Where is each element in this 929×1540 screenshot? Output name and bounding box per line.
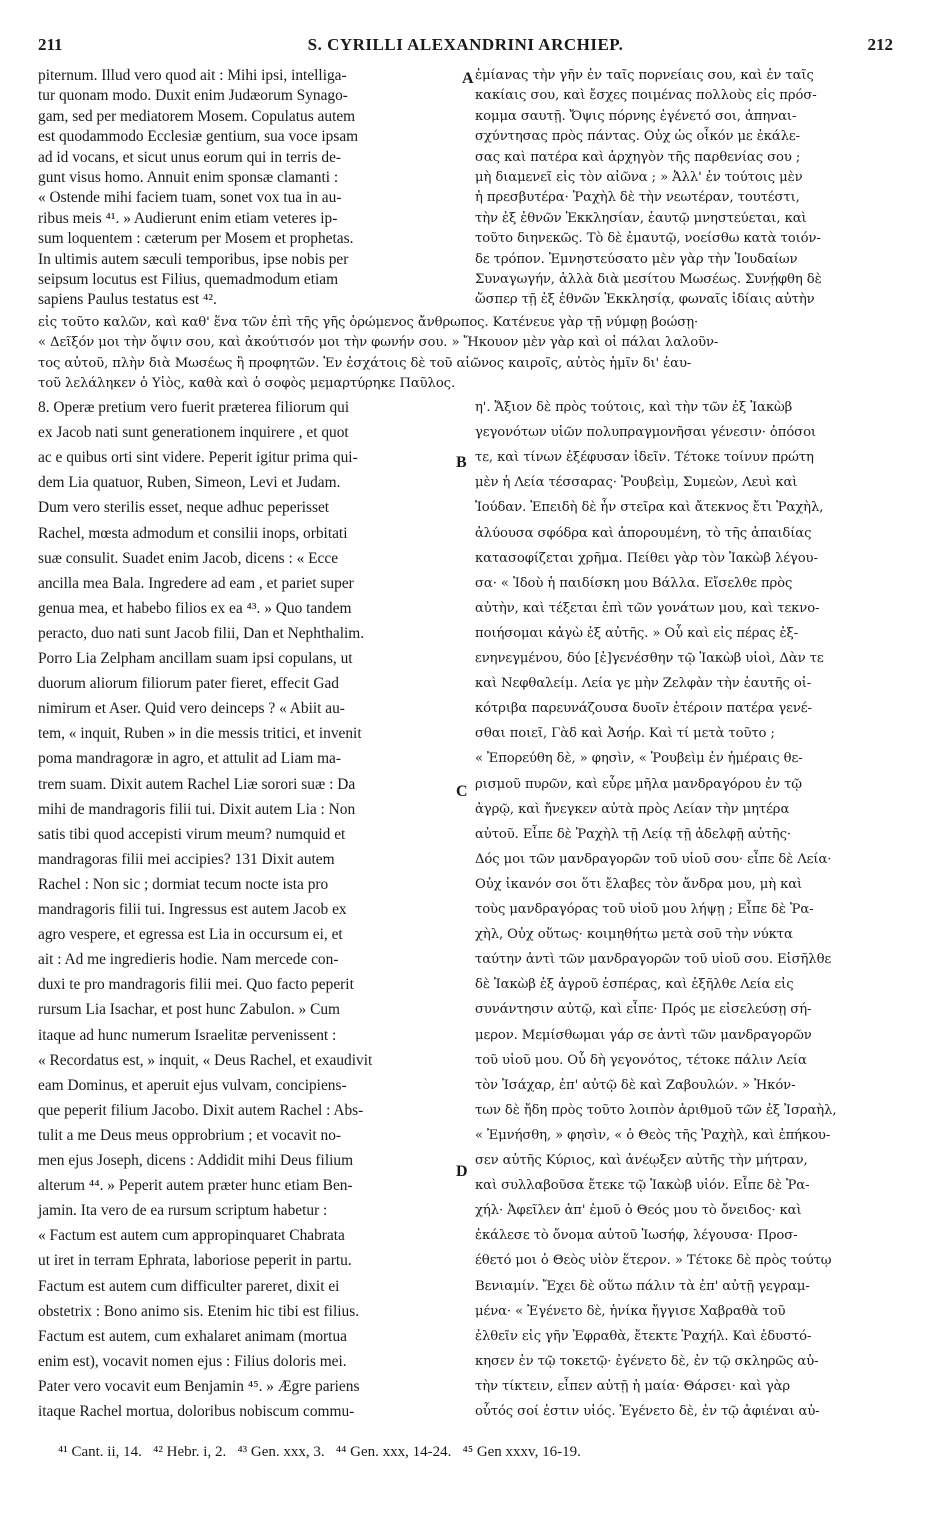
greek-text-line: δὲ Ἰακὼβ ἐξ ἀγροῦ ἑσπέρας, καὶ ἐξῆλθε Λεία εἰς	[475, 977, 794, 993]
page-number-right: 212	[867, 35, 893, 54]
greek-text-line: γεγονότων υἱῶν πολυπραγμονῆσαι γένεσιν· ὁπόσοι	[475, 425, 816, 441]
latin-text-line: mihi de mandragoris filii tui. Dixit autem Lia : Non	[38, 800, 356, 818]
greek-text-line: Βενιαμίν. Ἔχει δὲ οὕτω πάλιν τὰ ἐπ' αὐτῇ γεγραμ-	[475, 1278, 810, 1294]
latin-text-line: ut iret in terram Ephrata, laboriose peperit in partu.	[38, 1252, 352, 1270]
latin-text-line: poma mandragoræ in agro, et attulit ad Liam ma-	[38, 750, 342, 768]
greek-text-line: αὐτὴν, καὶ τέξεται ἐπὶ τῶν γονάτων μου, καὶ τεκνο-	[475, 600, 820, 616]
greek-text-line: τὴν τίκτειν, εἶπεν αὐτῇ ἡ μαία· Θάρσει· καὶ γὰρ	[475, 1378, 791, 1394]
latin-text-line: satis tibi quod accepisti virum meum? numquid et	[38, 825, 346, 843]
greek-text-line: ἡ πρεσβυτέρα· Ῥαχὴλ δὲ τὴν νεωτέραν, τουτέστι,	[475, 190, 800, 206]
latin-text-line: tem, « inquit, Ruben » in die messis tritici, et invenit	[38, 725, 362, 743]
latin-text-line: tur quonam modo. Duxit enim Judæorum Synago-	[38, 87, 348, 105]
greek-text-line: κομμα σαυτῇ. Ὄψις πόρνης ἐγένετό σοι, ἀπηναι-	[475, 108, 797, 124]
margin-letter-b: B	[456, 454, 467, 471]
greek-text-line: σχύντησας πρὸς πάντας. Οὐχ ὡς οἶκόν με ἐκάλε-	[475, 129, 801, 145]
latin-text-line: itaque ad hunc numerum Israelitæ pervenissent :	[38, 1026, 337, 1044]
greek-text-line: ποιήσομαι κἀγὼ ἐξ αὐτῆς. » Οὗ καὶ εἰς πέρας ἐξ-	[475, 625, 799, 641]
greek-text-line: των δὲ ἤδη πρὸς τοῦτο λοιπὸν ἀριθμοῦ τῶν ἐξ Ἰσραὴλ,	[475, 1102, 837, 1118]
latin-text-line: ribus meis ⁴¹. » Audierunt enim etiam veteres ip-	[38, 209, 338, 227]
margin-letter-d: D	[456, 1163, 468, 1180]
greek-text-line: αὐτοῦ. Εἶπε δὲ Ῥαχὴλ τῇ Λείᾳ τῇ ἀδελφῇ αὐτῆς·	[475, 826, 791, 842]
latin-text-line: Rachel, mœsta admodum et consilii inops, orbitati	[38, 524, 348, 542]
latin-text-line: mandragoris filii tui. Ingressus est autem Jacob ex	[38, 901, 347, 918]
latin-text-line: est quodammodo Ecclesiæ gentium, sua voce ipsam	[38, 128, 359, 146]
greek-text-line: τὴν ἐξ ἐθνῶν Ἐκκλησίαν, ἑαυτῷ μνηστεύεται, καὶ	[475, 210, 807, 226]
greek-text-line: τοῦ υἱοῦ μου. Οὗ δὴ γεγονότος, τέτοκε πάλιν Λεία	[475, 1052, 807, 1068]
greek-text-line: χὴλ, Οὐχ οὕτως· κοιμηθήτω μετὰ σοῦ τὴν νύκτα	[475, 927, 793, 943]
latin-text-line: peracto, duo nati sunt Jacob filii, Dan et Nephthalim.	[38, 624, 365, 642]
greek-text-line: κότριβα παρευνάζουσα δυοῖν ἑτέροιν πατέρα γενέ-	[475, 701, 812, 717]
greek-text-line: « Ἐμνήσθη, » φησὶν, « ὁ Θεὸς τῆς Ῥαχὴλ, καὶ ἐπήκου-	[475, 1127, 831, 1143]
greek-text-line: Οὐχ ἱκανόν σοι ὅτι ἔλαβες τὸν ἄνδρα μου, μὴ καὶ	[475, 876, 803, 892]
greek-text-line: ἀλύουσα σφόδρα καὶ ἀπορουμένη, τὸ τῆς ἀπαιδίας	[475, 525, 812, 541]
greek-text-line: μερον. Μεμίσθωμαι γάρ σε ἀντὶ τῶν μανδραγορῶν	[475, 1027, 812, 1043]
page-number-left: 211	[38, 35, 63, 54]
latin-text-line: mandragoras filii mei accipies? 131 Dixit autem	[38, 850, 335, 868]
page-header	[38, 35, 893, 61]
greek-text-line: μένα· « Ἐγένετο δὲ, ἡνίκα ἤγγισε Χαβραθὰ τοῦ	[475, 1303, 786, 1319]
latin-text-line: rursum Lia Isachar, et post hunc Zabulon. » Cum	[38, 1001, 340, 1019]
latin-text-line: Factum est autem, cum exhalaret animam (mortua	[38, 1327, 347, 1345]
greek-text-line: εἰς τοῦτο καλῶν, καὶ καθ' ἕνα τῶν ἐπὶ τῆς γῆς ὁρώμενος ἄνθρωπος. Κατένευε γὰρ τῇ νύμφῃ βοώσῃ·	[38, 315, 699, 330]
latin-text-line: « Factum est autem cum appropinquaret Chabrata	[38, 1227, 345, 1245]
latin-text-line: In ultimis autem sæculi temporibus, ipse nobis per	[38, 250, 349, 268]
latin-text-line: men ejus Joseph, dicens : Addidit mihi Deus filium	[38, 1152, 354, 1169]
greek-text-line: τος αὐτοῦ, πλὴν διὰ Μωσέως ἢ προφητῶν. Ἐν ἐσχάτοις δὲ τοῦ αἰῶνος καιροῖς, αὐτὸς ἡμῖν δι' ἑαυ-	[38, 355, 692, 371]
greek-text-line: καὶ συλλαβοῦσα ἔτεκε τῷ Ἰακὼβ υἱόν. Εἶπε δὲ Ῥα-	[475, 1178, 810, 1194]
greek-text-line: ενηνεγμένου, δύο [ἐ]γενέσθην τῷ Ἰακὼβ υἱοὶ, Δὰν τε	[475, 651, 824, 666]
latin-text-line: piternum. Illud vero quod ait : Mihi ipsi, intelliga-	[38, 67, 347, 84]
latin-text-line: duorum aliorum filiorum pater fieret, effecit Gad	[38, 675, 340, 693]
latin-text-line: « Recordatus est, » inquit, « Deus Rachel, et exaudivit	[38, 1051, 373, 1069]
margin-letter-c: C	[456, 783, 468, 800]
greek-text-line: ρισμοῦ πυρῶν, καὶ εὗρε μῆλα μανδραγόρου ἐν τῷ	[475, 776, 802, 792]
latin-text-line: que peperit filium Jacobo. Dixit autem Rachel : Abs-	[38, 1101, 364, 1119]
latin-text-line: gam, sed per mediatorem Mosem. Copulatus autem	[38, 107, 356, 125]
greek-text-line: σεν αὐτῆς Κύριος, καὶ ἀνέῳξεν αὐτῆς τὴν μήτραν,	[475, 1153, 808, 1168]
latin-text-line: 8. Operæ pretium vero fuerit præterea filiorum qui	[38, 399, 350, 416]
latin-text-line: ancilla mea Bala. Ingredere ad eam , et pariet super	[38, 574, 354, 592]
latin-text-line: seipsum locutus est Filius, quemadmodum etiam	[38, 271, 339, 288]
latin-text-line: alterum ⁴⁴. » Peperit autem præter hunc etiam Ben-	[38, 1177, 353, 1195]
margin-letter-a: A	[462, 70, 474, 87]
greek-text-line: ἐκάλεσε τὸ ὄνομα αὐτοῦ Ἰωσήφ, λέγουσα· Προσ-	[475, 1228, 798, 1244]
greek-text-line: δε τρόπον. Ἐμνηστεύσατο μὲν γὰρ τὴν Ἰουδαίων	[475, 251, 798, 267]
greek-text-line: οὗτός σοί ἐστιν υἱός. Ἐγένετο δὲ, ἐν τῷ ἀφιέναι αὐ-	[475, 1404, 820, 1419]
running-title: S. CYRILLI ALEXANDRINI ARCHIEP.	[307, 35, 624, 54]
latin-text-line: sum loquentem : cæterum per Mosem et prophetas.	[38, 230, 354, 248]
greek-text-line: σθαι ποιεῖ, Γὰδ καὶ Ἀσήρ. Καὶ τί μετὰ τοῦτο ;	[475, 726, 775, 742]
latin-text-line: ad id vocans, et sicut unus eorum qui in terris de-	[38, 148, 342, 166]
greek-text-line: Δός μοι τῶν μανδραγορῶν τοῦ υἱοῦ σου· εἶπε δὲ Λεία·	[475, 851, 832, 867]
latin-text-line: tulit a me Deus meus opprobrium ; et vocavit no-	[38, 1126, 342, 1144]
latin-text-line: dem Lia quatuor, Ruben, Simeon, Levi et Judam.	[38, 474, 341, 492]
latin-text-line: eam Dominus, et aperuit ejus vulvam, concipiens-	[38, 1076, 347, 1094]
latin-text-line: « Ostende mihi faciem tuam, sonet vox tua in au-	[38, 189, 342, 207]
latin-text-line: ac e quibus orti sint videre. Peperit igitur prima qui-	[38, 449, 358, 467]
latin-text-line: ait : Ad me ingredieris hodie. Nam mercede con-	[38, 951, 339, 969]
latin-text-line: duxi te pro mandragoris filii mei. Quo facto peperit	[38, 976, 354, 994]
latin-text-line: Pater vero vocavit eum Benjamin ⁴⁵. » Ægre pariens	[38, 1377, 360, 1395]
greek-text-line: η'. Ἄξιον δὲ πρὸς τούτοις, καὶ τὴν τῶν ἐξ Ἰακὼβ	[475, 400, 793, 415]
latin-text-line: nimirum et Aser. Quid vero deinceps ? « Abiit au-	[38, 700, 345, 718]
latin-text-line: enim est), vocavit nomen ejus : Filius doloris mei.	[38, 1352, 347, 1370]
footnotes: ⁴¹ Cant. ii, 14. ⁴² Hebr. i, 2. ⁴³ Gen. xxx, 3. ⁴⁴ Gen. xxx, 14-24. ⁴⁵ Gen xxxv, 16-19.	[58, 1444, 581, 1460]
latin-text-line: ex Jacob nati sunt generationem inquirere , et quot	[38, 424, 349, 442]
latin-text-line: obstetrix : Bono animo sis. Etenim hic tibi est filius.	[38, 1302, 360, 1320]
latin-text-line: itaque Rachel mortua, doloribus nobiscum commu-	[38, 1403, 355, 1420]
greek-text-line: σα· « Ἰδοὺ ἡ παιδίσκη μου Βάλλα. Εἴσελθε πρὸς	[475, 575, 793, 591]
greek-text-line: μὲν ἡ Λεία τέσσαρας· Ῥουβεὶμ, Συμεὼν, Λευὶ καὶ	[475, 475, 798, 491]
greek-text-line: τοῦτο διηνεκῶς. Τὸ δὲ ἐμαυτῷ, νοείσθω κατὰ τοιόν-	[475, 231, 821, 247]
latin-text-line: genua mea, et habebo filios ex ea ⁴³. » Quo tandem	[38, 599, 352, 617]
greek-text-line: Συναγωγήν, ἀλλὰ διὰ μεσίτου Μωσέως. Συνῄφθη δὲ	[475, 272, 822, 287]
greek-text-line: μὴ διαμενεῖ εἰς τὸν αἰῶνα ; » Ἀλλ' ἐν τούτοις μὲν	[475, 170, 803, 185]
greek-text-line: Ἰούδαν. Ἐπειδὴ δὲ ἦν στεῖρα καὶ ἄτεκνος ἔτι Ῥαχὴλ,	[475, 500, 824, 516]
latin-text-line: jamin. Ita vero de ea rursum scriptum habetur :	[38, 1202, 328, 1220]
latin-text-line: Rachel : Non sic ; dormiat tecum nocte ista pro	[38, 875, 329, 893]
latin-text-line: gunt visus homo. Annuit enim sponsæ clamanti :	[38, 169, 339, 186]
greek-text-line: καὶ Νεφθαλείμ. Λεία γε μὴν Ζελφὰν τὴν ἑαυτῆς οἰ-	[475, 676, 812, 692]
greek-text-line: έθετό μοι ὁ Θεὸς υἱὸν ἕτερον. » Τέτοκε δὲ πρὸς τούτῳ	[475, 1253, 832, 1269]
greek-text-line: τοὺς μανδραγόρας τοῦ υἱοῦ μου λήψῃ ; Εἶπε δὲ Ῥα-	[475, 902, 814, 917]
greek-text-line: τε, καὶ τίνων ἐξέφυσαν ἰδεῖν. Τέτοκε τοίνυν πρώτη	[475, 450, 814, 466]
greek-text-line: κακίαις σου, καὶ ἔσχες ποιμένας πολλοὺς εἰς πρόσ-	[475, 88, 817, 104]
greek-text-line: συνάντησιν αὐτῷ, καὶ εἶπε· Πρός με εἰσελεύσῃ σή-	[475, 1002, 812, 1018]
greek-text-line: « Δεῖξόν μοι τὴν ὄψιν σου, καὶ ἀκούτισόν μοι τὴν φωνήν σου. » Ἤκουον μὲν γὰρ καὶ οἱ πάλαι λαλοῦν-	[38, 335, 719, 351]
greek-text-line: τοῦ λελάληκεν ὁ Υἱὸς, καθὰ καὶ ὁ σοφὸς μεμαρτύρηκε Παῦλος.	[38, 376, 456, 392]
greek-text-line: ἐμίανας τὴν γῆν ἐν ταῖς πορνείαις σου, καὶ ἐν ταῖς	[475, 68, 814, 83]
greek-text-line: ταύτην ἀντὶ τῶν μανδραγορῶν τοῦ υἱοῦ σου. Εἰσῆλθε	[475, 952, 832, 968]
latin-text-line: sapiens Paulus testatus est ⁴².	[38, 291, 217, 309]
greek-text-line: ἐλθεῖν εἰς γῆν Ἐφραθὰ, ἔτεκτε Ῥαχήλ. Καὶ ἐδυστό-	[475, 1328, 812, 1344]
greek-text-line: κησεν ἐν τῷ τοκετῷ· ἐγένετο δὲ, ἐν τῷ σκληρῶς αὐ-	[475, 1353, 819, 1369]
greek-text-line: σας καὶ πατέρα καὶ ἀρχηγὸν τῆς παρθενίας σου ;	[475, 149, 801, 165]
greek-text-line: « Ἐπορεύθη δὲ, » φησὶν, « Ῥουβεὶμ ἐν ἡμέραις θε-	[475, 751, 803, 767]
latin-text-line: agro vespere, et egressa est Lia in occursum ei, et	[38, 926, 343, 944]
greek-text-line: τὸν Ἰσάχαρ, ἐπ' αὐτῷ δὲ καὶ Ζαβουλών. » Ἠκόν-	[475, 1077, 796, 1093]
greek-text-line: χήλ· Ἀφεῖλεν ἀπ' ἐμοῦ ὁ Θεός μου τὸ ὄνειδος· καὶ	[475, 1203, 802, 1219]
greek-text-line: ἀγρῷ, καὶ ἤνεγκεν αὐτὰ πρὸς Λείαν τὴν μητέρα	[475, 801, 790, 817]
greek-text-line: ὥσπερ τῇ ἐξ ἐθνῶν Ἐκκλησίᾳ, φωναῖς ἰδίαις αὐτὴν	[475, 292, 815, 308]
latin-text-line: Porro Lia Zelpham ancillam suam ipsi copulans, ut	[38, 650, 353, 667]
greek-text-line: κατασοφίζεται χρῆμα. Πείθει γὰρ τὸν Ἰακὼβ λέγου-	[475, 550, 818, 566]
latin-text-line: suæ consulit. Suadet enim Jacob, dicens : « Ecce	[38, 549, 339, 567]
latin-text-line: trem suam. Dixit autem Rachel Liæ sorori suæ : Da	[38, 775, 356, 793]
latin-text-line: Factum est autem cum difficulter pareret, dixit ei	[38, 1277, 340, 1295]
latin-text-line: Dum vero sterilis esset, neque adhuc peperisset	[38, 499, 330, 517]
